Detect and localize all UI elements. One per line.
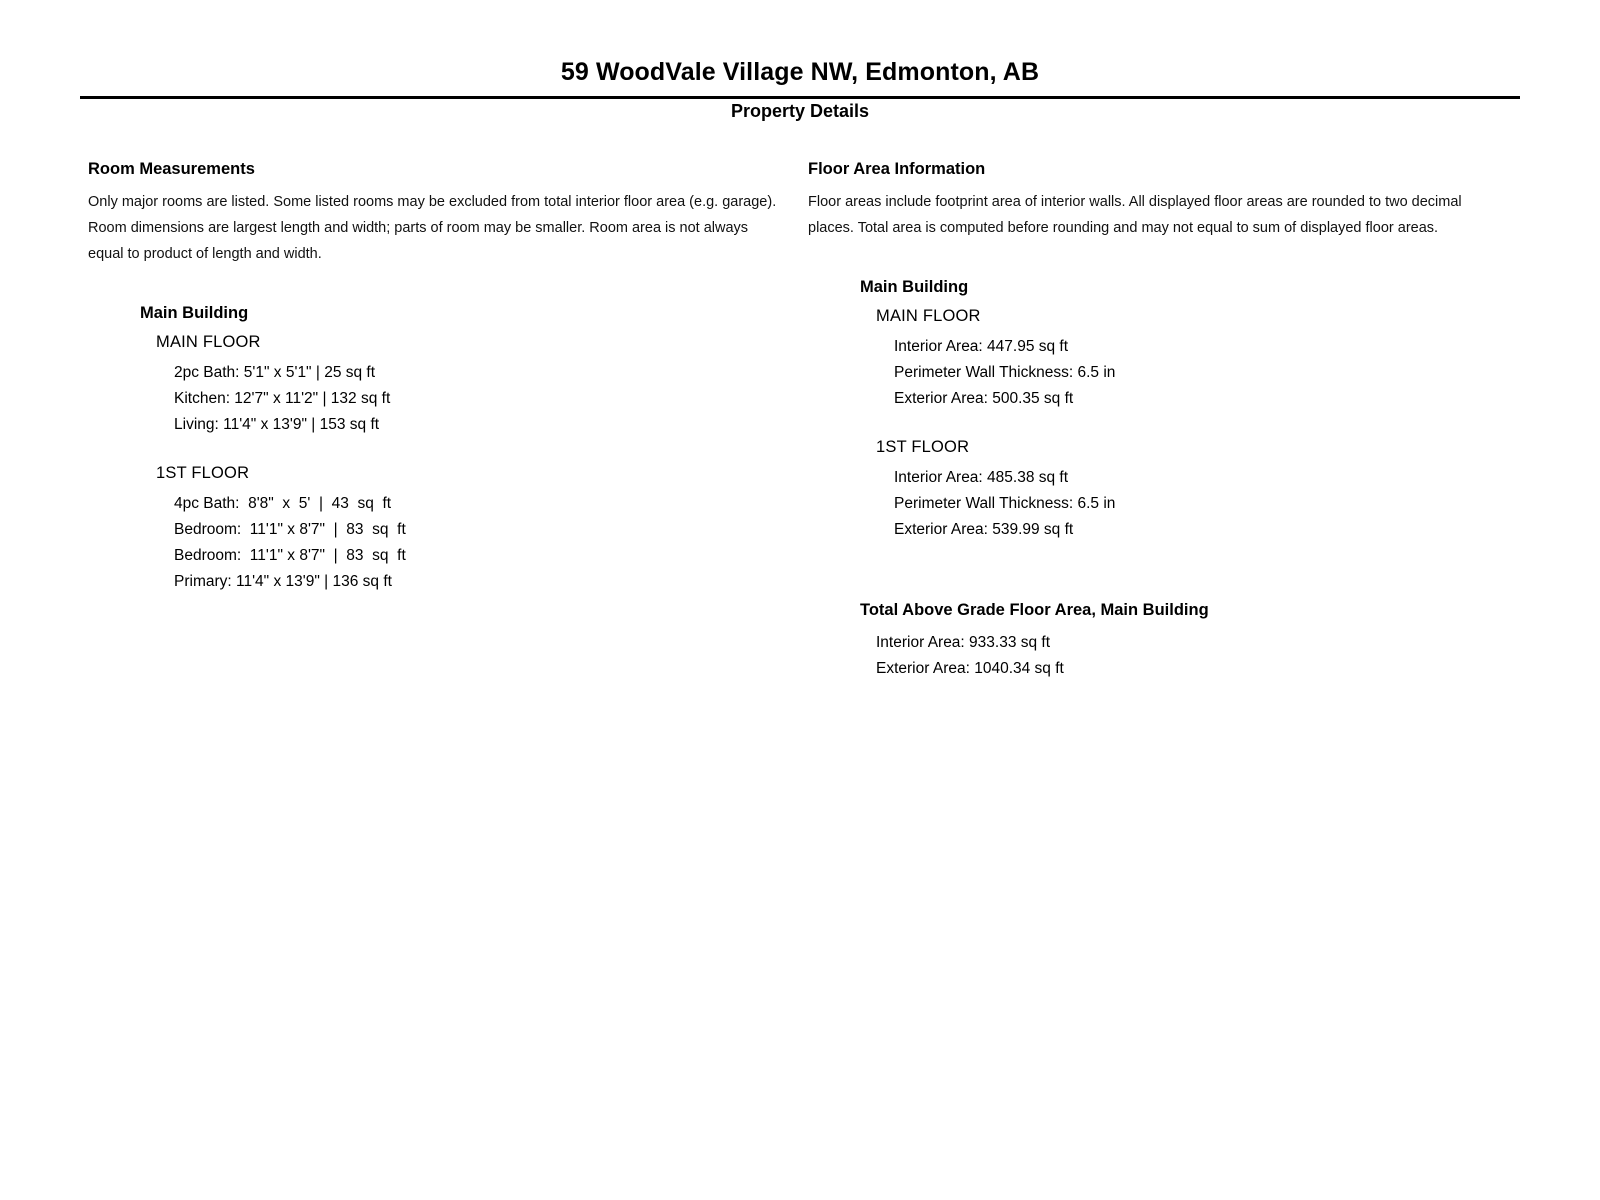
list-item: Primary: 11'4" x 13'9" | 136 sq ft xyxy=(174,573,392,590)
page-title: 59 WoodVale Village NW, Edmonton, AB xyxy=(560,58,1040,86)
area-block-1st xyxy=(860,438,1508,543)
floor-name: 1ST FLOOR xyxy=(876,438,970,456)
list-item: 4pc Bath: 8'8" x 5' | 43 sq ft xyxy=(174,495,392,512)
floor-block-1st xyxy=(140,464,778,595)
list-item: Interior Area: 933.33 sq ft xyxy=(876,634,1051,651)
room-list-1st xyxy=(156,491,778,595)
area-list-1st xyxy=(876,465,1508,543)
building-name: Main Building xyxy=(140,304,249,322)
list-item: Bedroom: 11'1" x 8'7" | 83 sq ft xyxy=(174,521,406,538)
room-measurements-building xyxy=(88,304,778,595)
list-item: Kitchen: 12'7" x 11'2" | 132 sq ft xyxy=(174,390,391,407)
room-measurements-note: Only major rooms are listed. Some listed rooms may be excluded from total interior floor area (e.g. garage). Room dimensions are largest length and width; parts of room may be smaller. Room area is not always equal to product of length and width. xyxy=(88,194,777,262)
title-divider xyxy=(80,96,1520,99)
list-item: Bedroom: 11'1" x 8'7" | 83 sq ft xyxy=(174,547,406,564)
total-area-heading: Total Above Grade Floor Area, Main Building xyxy=(860,601,1209,619)
floor-area-column xyxy=(808,160,1508,682)
room-measurements-column xyxy=(88,160,778,595)
floor-name: MAIN FLOOR xyxy=(156,333,261,351)
floor-name: 1ST FLOOR xyxy=(156,464,250,482)
total-area-list xyxy=(860,630,1508,682)
list-item: 2pc Bath: 5'1" x 5'1" | 25 sq ft xyxy=(174,364,376,381)
floor-block-main xyxy=(140,333,778,438)
floor-area-building xyxy=(808,278,1508,543)
area-list-main xyxy=(876,334,1508,412)
list-item: Exterior Area: 500.35 sq ft xyxy=(894,390,1074,407)
floor-name: MAIN FLOOR xyxy=(876,307,981,325)
list-item: Interior Area: 447.95 sq ft xyxy=(894,338,1069,355)
room-list-main xyxy=(156,360,778,438)
floor-area-heading: Floor Area Information xyxy=(808,160,986,178)
page-subtitle: Property Details xyxy=(730,101,870,121)
list-item: Interior Area: 485.38 sq ft xyxy=(894,469,1069,486)
list-item: Living: 11'4" x 13'9" | 153 sq ft xyxy=(174,416,380,433)
total-area-block xyxy=(808,601,1508,682)
list-item: Exterior Area: 1040.34 sq ft xyxy=(876,660,1064,677)
list-item: Perimeter Wall Thickness: 6.5 in xyxy=(894,495,1116,512)
list-item: Perimeter Wall Thickness: 6.5 in xyxy=(894,364,1116,381)
list-item: Exterior Area: 539.99 sq ft xyxy=(894,521,1074,538)
floor-area-note: Floor areas include footprint area of interior walls. All displayed floor areas are rounded to two decimal places. Total area is computed before rounding and may not equal to sum of displayed floor areas. xyxy=(808,194,1462,236)
area-block-main xyxy=(860,307,1508,412)
room-measurements-heading: Room Measurements xyxy=(88,160,255,178)
building-name: Main Building xyxy=(860,278,969,296)
